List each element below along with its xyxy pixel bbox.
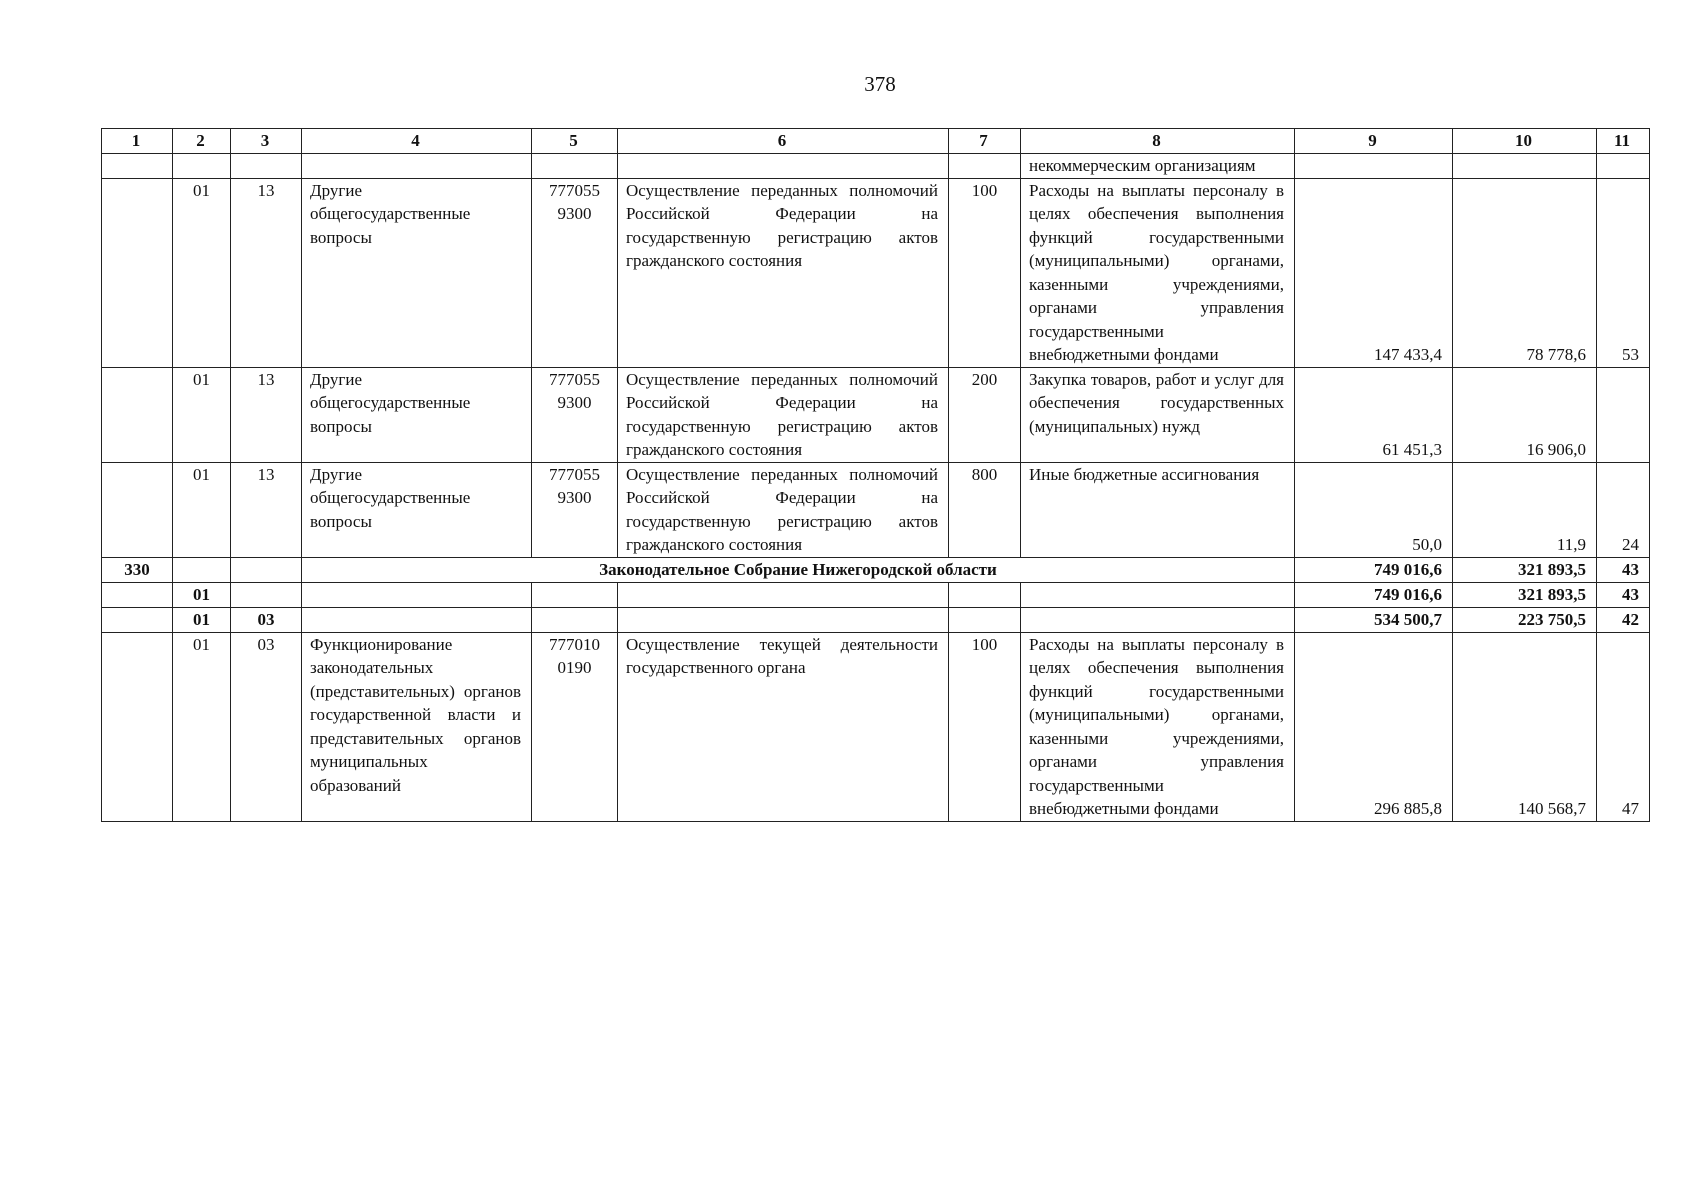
expense-type-cell: Расходы на выплаты персоналу в целях обеспечения выполнения функций государственными (муниципальными) органами, казенными учреждениями, органами управления государственными внебюджетными фондами (1021, 632, 1295, 821)
expense-code-cell: 100 (949, 178, 1021, 367)
subsection-name-cell: Другие общегосударственные вопросы (302, 462, 532, 557)
percent-cell: 43 (1597, 582, 1650, 607)
percent-cell: 43 (1597, 557, 1650, 582)
subsection-cell: 13 (231, 462, 302, 557)
target-code-cell: 777055 9300 (532, 367, 618, 462)
section-cell: 01 (173, 582, 231, 607)
header-cell: 2 (173, 129, 231, 154)
plan-value-cell: 296 885,8 (1295, 632, 1453, 821)
actual-value-cell: 321 893,5 (1453, 582, 1597, 607)
table-row (102, 178, 1650, 367)
header-cell: 10 (1453, 129, 1597, 154)
header-cell: 6 (618, 129, 949, 154)
plan-value-cell: 749 016,6 (1295, 582, 1453, 607)
target-name-cell: Осуществление текущей деятельности государственного органа (618, 632, 949, 821)
subsection-name-cell: Другие общегосударственные вопросы (302, 178, 532, 367)
table-row (102, 607, 1650, 632)
header-cell: 11 (1597, 129, 1650, 154)
header-cell: 4 (302, 129, 532, 154)
header-cell: 5 (532, 129, 618, 154)
plan-value-cell: 61 451,3 (1295, 367, 1453, 462)
target-name-cell: Осуществление переданных полномочий Российской Федерации на государственную регистрацию актов гражданского состояния (618, 367, 949, 462)
actual-value-cell: 321 893,5 (1453, 557, 1597, 582)
budget-table (101, 128, 1650, 822)
target-code-cell: 777010 0190 (532, 632, 618, 821)
plan-value-cell: 50,0 (1295, 462, 1453, 557)
target-name-cell: Осуществление переданных полномочий Российской Федерации на государственную регистрацию актов гражданского состояния (618, 178, 949, 367)
section-cell: 01 (173, 462, 231, 557)
subsection-name-cell: Функционирование законодательных (представительных) органов государственной власти и представительных органов муниципальных образований (302, 632, 532, 821)
percent-cell (1597, 367, 1650, 462)
ministry-code-cell: 330 (102, 557, 173, 582)
expense-code-cell: 100 (949, 632, 1021, 821)
header-cell: 9 (1295, 129, 1453, 154)
header-cell: 3 (231, 129, 302, 154)
header-cell: 8 (1021, 129, 1295, 154)
subsection-name-cell: Другие общегосударственные вопросы (302, 367, 532, 462)
actual-value-cell: 11,9 (1453, 462, 1597, 557)
expense-type-cell: некоммерческим организациям (1021, 154, 1295, 179)
header-cell: 1 (102, 129, 173, 154)
plan-value-cell: 749 016,6 (1295, 557, 1453, 582)
actual-value-cell: 16 906,0 (1453, 367, 1597, 462)
target-code-cell: 777055 9300 (532, 462, 618, 557)
target-code-cell: 777055 9300 (532, 178, 618, 367)
table-row (102, 582, 1650, 607)
expense-code-cell: 200 (949, 367, 1021, 462)
table-row (102, 632, 1650, 821)
actual-value-cell: 223 750,5 (1453, 607, 1597, 632)
subsection-cell: 03 (231, 607, 302, 632)
actual-value-cell: 140 568,7 (1453, 632, 1597, 821)
page-number: 378 (864, 72, 896, 96)
percent-cell: 42 (1597, 607, 1650, 632)
section-cell: 01 (173, 367, 231, 462)
ministry-name-cell: Законодательное Собрание Нижегородской области (302, 557, 1295, 582)
subsection-cell: 13 (231, 178, 302, 367)
expense-type-cell: Расходы на выплаты персоналу в целях обеспечения выполнения функций государственными (муниципальными) органами, казенными учреждениями, органами управления государственными внебюджетными фондами (1021, 178, 1295, 367)
expense-code-cell: 800 (949, 462, 1021, 557)
table-row (102, 557, 1650, 582)
section-cell: 01 (173, 178, 231, 367)
subsection-cell: 13 (231, 367, 302, 462)
section-cell: 01 (173, 632, 231, 821)
table-row (102, 367, 1650, 462)
header-row (102, 129, 1650, 154)
table-row (102, 154, 1650, 179)
section-cell: 01 (173, 607, 231, 632)
subsection-cell: 03 (231, 632, 302, 821)
expense-type-cell: Иные бюджетные ассигнования (1021, 462, 1295, 557)
percent-cell: 24 (1597, 462, 1650, 557)
expense-type-cell: Закупка товаров, работ и услуг для обеспечения государственных (муниципальных) нужд (1021, 367, 1295, 462)
plan-value-cell: 534 500,7 (1295, 607, 1453, 632)
table-row (102, 462, 1650, 557)
header-cell: 7 (949, 129, 1021, 154)
plan-value-cell: 147 433,4 (1295, 178, 1453, 367)
target-name-cell: Осуществление переданных полномочий Российской Федерации на государственную регистрацию актов гражданского состояния (618, 462, 949, 557)
percent-cell: 47 (1597, 632, 1650, 821)
percent-cell: 53 (1597, 178, 1650, 367)
actual-value-cell: 78 778,6 (1453, 178, 1597, 367)
